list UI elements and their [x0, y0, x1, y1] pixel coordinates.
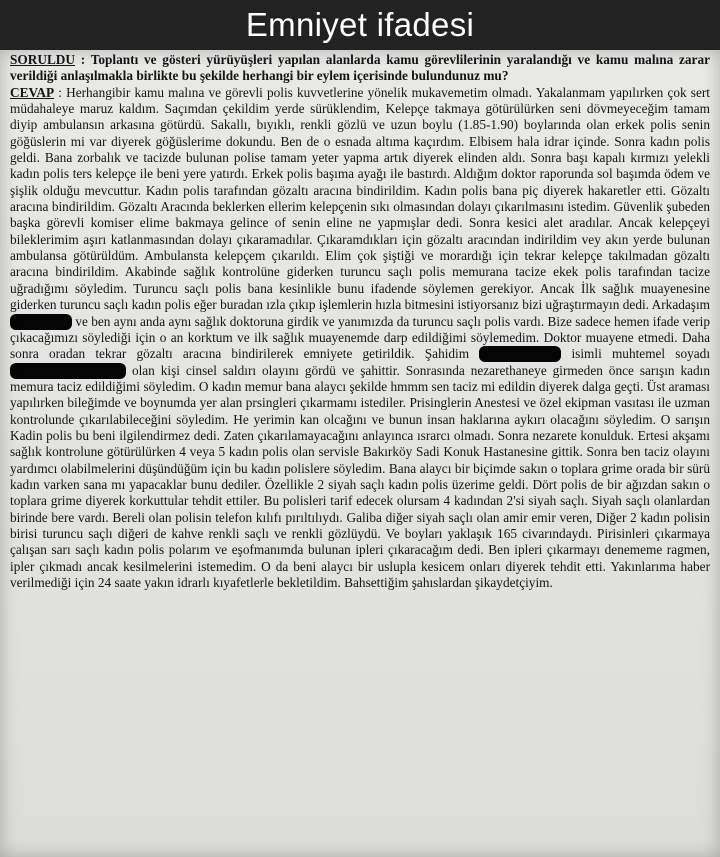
page-title: Emniyet ifadesi: [245, 6, 475, 43]
title-bar: [0, 0, 720, 50]
question-label: SORULDU: [10, 52, 76, 67]
question-text: : Toplantı ve gösteri yürüyüşleri yapılan alanlarda kamu görevlilerinin yaralandığı ve kamu malına zarar verildiği anlaşılmakla birlikte bu şekilde herhangi bir eylem içerisinde bulundunuz mu?: [10, 52, 710, 84]
answer-text-part-1: : Herhangibir kamu malına ve görevli polis kuvvetlerine yönelik mukavemetim olmadı. Yakalanmam yapılırken çok sert müdahaleye maruz kaldım. Saçımdan çekildim yerde sürüklendim, Kelepçe takmaya götürülürken seni dövmeyeceğim tamam diyip ambulansın arkasına götürdü. Sakallı, bıyıklı, renkli gözlü ve uzun boylu (1.85-1.90) boylarında olan erkek polis senin göğüslerin mi var diyerek göğüslerime dokundu. Ben de o esnada altıma kaçırdım. Elbisem hala idrar içinde. Sonra kadın polis geldi. Bana zorbalık ve tacizde bulunan polise tamam yeter yapma artık diyerek elinden aldı. Sonra başı kapalı kırmızı yelekli kadın polis ters kelepçe ile beni yere yatırdı. Erkek polis başıma ayağı ile bastırdı. Aldığım doktor raporunda sol başımda ödem ve şişlik olduğu mevcuttur. Kadın polis tarafından gözaltı aracına bindirildim. Kadın polis bana piç diyerek hakaretler etti. Gözaltı aracına bindirildim. Gözaltı Aracında beklerken ellerim kelepçenin sıkı olmasından dolayı çıkarılmasını istedim. Güvenlik şubeden başka görevli komiser elime bakmaya gelince of senin eline ne yapmışlar dedi. Sonra kesici alet aradılar. Ancak kelepçeyi bileklerimim aşırı katlanmasından dolayı çıkaramadılar. Çıkaramdıkları için gözaltı aracından indirildim vey akın yerde bulunan ambulansa götürüldüm. Ambulansta kelepçem çıkarıldı. Elim çok şiştiği ve morardığı için tekrar kelepçe takılmadan gözaltı aracına bindirildim. Akabinde sağlık kontrolüne giderken turuncu saçlı polis memurana tacize ekek polis tarafından tacize uğradığımı söyledim. Turuncu saçlı polis bana kesinlikle bunu ifadende söylemen gerekiyor. Ancak İlk sağlık muayenesine giderken turuncu saçlı kadın polis eğer buradan ızla çıkıp işlemlerin hızla bitmesini istiyorsanız bizi uğraştırmayın dedi. Arkadaşım: [10, 84, 711, 313]
document-page: [0, 50, 720, 857]
question-paragraph: [10, 52, 710, 85]
answer-paragraph: [10, 85, 710, 592]
answer-text-part-2: ve ben aynı anda aynı sağlık doktoruna girdik ve yanımızda da turuncu saçlı polis vardı. Bize sadece hemen ifade verip çıkacağımızı söylediği için o an korktum ve ilk sağlık muayenemde darp edildiğimi söylemedim. Doktor muayene etmedi. Daha sonra oradan tekrar gözaltı aracına bindirilerek emniyete getirildik. Şahidim: [10, 313, 710, 362]
redaction-bar: [10, 363, 126, 379]
answer-label: CEVAP: [10, 84, 55, 100]
redaction-bar: [479, 346, 561, 362]
redaction-bar: [10, 314, 72, 330]
statement-body: [10, 52, 710, 591]
answer-text-part-3: isimli muhtemel soyadı: [571, 346, 711, 362]
answer-text-part-4: olan kişi cinsel saldırı olayını gördü ve şahittir. Sonrasında nezarethaneye girmeden önce sarışın kadın memura taciz edildiğimi söyledim. O kadın memur bana alaycı şekilde hmmm sen taciz mi edildin diyerek dalga geçti. Üst araması yapılırken bileğimde ve boynumda yer alan prsingleri çıkarmamı istediler. Prisinglerin Anestesi ve özel ekipman vasıtası ile uzman kontrolunde çıkarılabileceğini söyledim. He yerimin kan olcağını ve bunun insan haklarına aykırı olacağını söyledim. O sarışın Kadin polis bu beni ilgilendirmez dedi. Zaten çıkarılamayacağını anlayınca ısrarcı olmadı. Sonra nezarete konulduk. Ertesi akşamı sağlık kontrolune götürülürken 4 veya 5 kadın polis olan servisle Bakırköy Sadi Konuk Hastanesine gittik. Sonra ben taciz olayını yardımcı olabilmelerini düşündüğüm için bu kadın polislere söyledim. Bana alaycı bir biçimde sakın o toplara grime orada bir sürü kadın varken sana mı yapacaklar bunu dediler. Özellikle 2 siyah saçlı kadın polis üzerime geldi. Dört polis de bir ağızdan sakın o toplara grime diyerek korkuttular tehdit ettiler. Bu polisleri tarif edecek olursam 4 kadından 2'si siyah saçlı. Siyah saçlı olanlardan birinde bere vardı. Bereli olan polisin telefon kılıfı pırıltılıydı. Galiba diğer siyah saçlı olan amir emir veren, Diğer 2 kadın polisin birisi turuncu saçlı diğeri de kahve renkli saçlı ve renkli gözlüydü. Ve boyları yaklaşık 165 civarındaydı. Pirisinleri çıkarmaya çalışan sarı saçlı kadın polis polarım ve eşofmanımda bulunan ipleri çıkaracağım dedi. Ben ipleri çıkarmayı denememe ragmen, ipler çıkmadı ancak kesilmelerini istemedim. O da beni alaycı bir uslupla kesicem onları diyerek tehdit etti. Yakınlarıma haber verilmediği için 24 saate yakın idrarlı kıyafetlerle bekletildim. Bahsettiğim şahıslardan şikaydetçiyim.: [10, 362, 710, 590]
